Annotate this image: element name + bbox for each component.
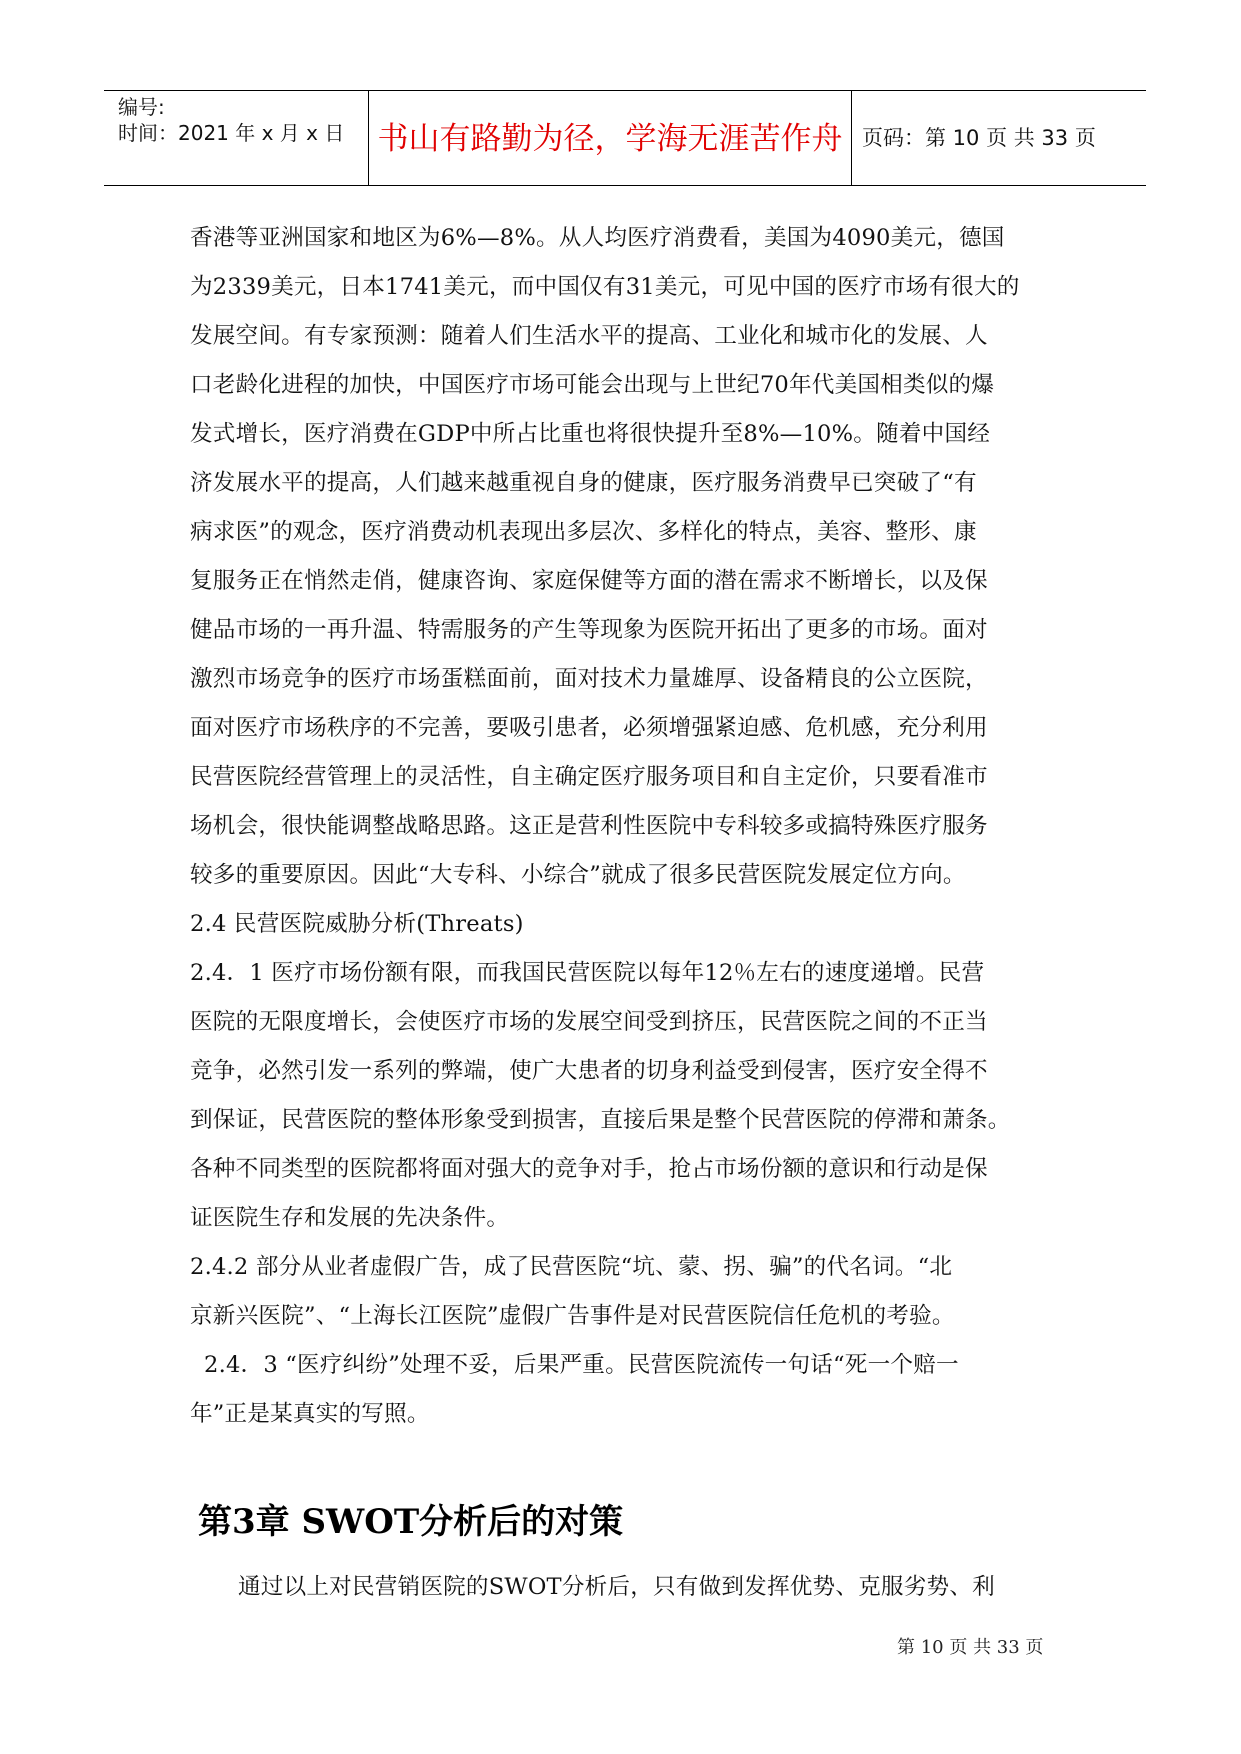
paragraph-line: 复服务正在悄然走俏，健康咨询、家庭保健等方面的潜在需求不断增长，以及保 (190, 568, 988, 594)
page-number-label: 页码：第 10 页 共 33 页 (862, 126, 1096, 150)
paragraph-line: 香港等亚洲国家和地区为6%—8%。从人均医疗消费看，美国为4090美元，德国 (190, 225, 1005, 251)
header-middle-cell (369, 91, 852, 185)
paragraph-line: 各种不同类型的医院都将面对强大的竞争对手，抢占市场份额的意识和行动是保 (190, 1156, 988, 1182)
paragraph-line: 2.4．3 “医疗纠纷”处理不妥，后果严重。民营医院流传一句话“死一个赔一 (204, 1352, 959, 1378)
body-text (190, 214, 1070, 1439)
paragraph-line: 健品市场的一再升温、特需服务的产生等现象为医院开拓出了更多的市场。面对 (190, 617, 988, 643)
paragraph-line: 2.4.2 部分从业者虚假广告，成了民营医院“坑、蒙、拐、骗”的代名词。“北 (190, 1254, 953, 1280)
paragraph-line: 病求医”的观念，医疗消费动机表现出多层次、多样化的特点，美容、整形、康 (190, 519, 977, 545)
paragraph-line: 到保证，民营医院的整体形象受到损害，直接后果是整个民营医院的停滞和萧条。 (190, 1107, 1011, 1133)
document-number-label: 编号: (118, 95, 165, 119)
date-label: 时间：2021 年 x 月 x 日 (118, 121, 345, 145)
paragraph-line: 年”正是某真实的写照。 (190, 1401, 430, 1427)
paragraph-line: 激烈市场竞争的医疗市场蛋糕面前，面对技术力量雄厚、设备精良的公立医院， (190, 666, 988, 692)
paragraph-line: 竞争，必然引发一系列的弊端，使广大患者的切身利益受到侵害，医疗安全得不 (190, 1058, 988, 1084)
page-footer: 第 10 页 共 33 页 (897, 1637, 1044, 1658)
paragraph-line: 场机会，很快能调整战略思路。这正是营利性医院中专科较多或搞特殊医疗服务 (190, 813, 988, 839)
chapter-title: 第3章 SWOT分析后的对策 (198, 1502, 624, 1542)
paragraph-line: 证医院生存和发展的先决条件。 (190, 1205, 510, 1231)
chapter-body-text (190, 1563, 1070, 1612)
paragraph-line: 面对医疗市场秩序的不完善，要吸引患者，必须增强紧迫感、危机感，充分利用 (190, 715, 988, 741)
paragraph-line: 发式增长，医疗消费在GDP中所占比重也将很快提升至8%—10%。随着中国经 (190, 421, 991, 447)
paragraph-line: 为2339美元，日本1741美元，而中国仅有31美元，可见中国的医疗市场有很大的 (190, 274, 1020, 300)
paragraph-line: 京新兴医院”、“上海长江医院”虚假广告事件是对民营医院信任危机的考验。 (190, 1303, 955, 1329)
page-header (104, 90, 1146, 186)
section-heading: 2.4 民营医院威胁分析(Threats) (190, 911, 524, 937)
paragraph-line: 通过以上对民营销医院的SWOT分析后，只有做到发挥优势、克服劣势、利 (238, 1574, 995, 1600)
paragraph-line: 医院的无限度增长，会使医疗市场的发展空间受到挤压，民营医院之间的不正当 (190, 1009, 988, 1035)
paragraph-line: 2.4．1 医疗市场份额有限，而我国民营医院以每年12％左右的速度递增。民营 (190, 960, 985, 986)
header-right-cell (852, 91, 1146, 185)
paragraph-line: 口老龄化进程的加快，中国医疗市场可能会出现与上世纪70年代美国相类似的爆 (190, 372, 995, 398)
paragraph-line: 较多的重要原因。因此“大专科、小综合”就成了很多民营医院发展定位方向。 (190, 862, 966, 888)
paragraph-line: 民营医院经营管理上的灵活性，自主确定医疗服务项目和自主定价，只要看准市 (190, 764, 988, 790)
paragraph-line: 发展空间。有专家预测：随着人们生活水平的提高、工业化和城市化的发展、人 (190, 323, 988, 349)
paragraph-line: 济发展水平的提高，人们越来越重视自身的健康，医疗服务消费早已突破了“有 (190, 470, 977, 496)
motto-text: 书山有路勤为径，学海无涯苦作舟 (377, 121, 843, 157)
header-left-cell (104, 91, 369, 185)
